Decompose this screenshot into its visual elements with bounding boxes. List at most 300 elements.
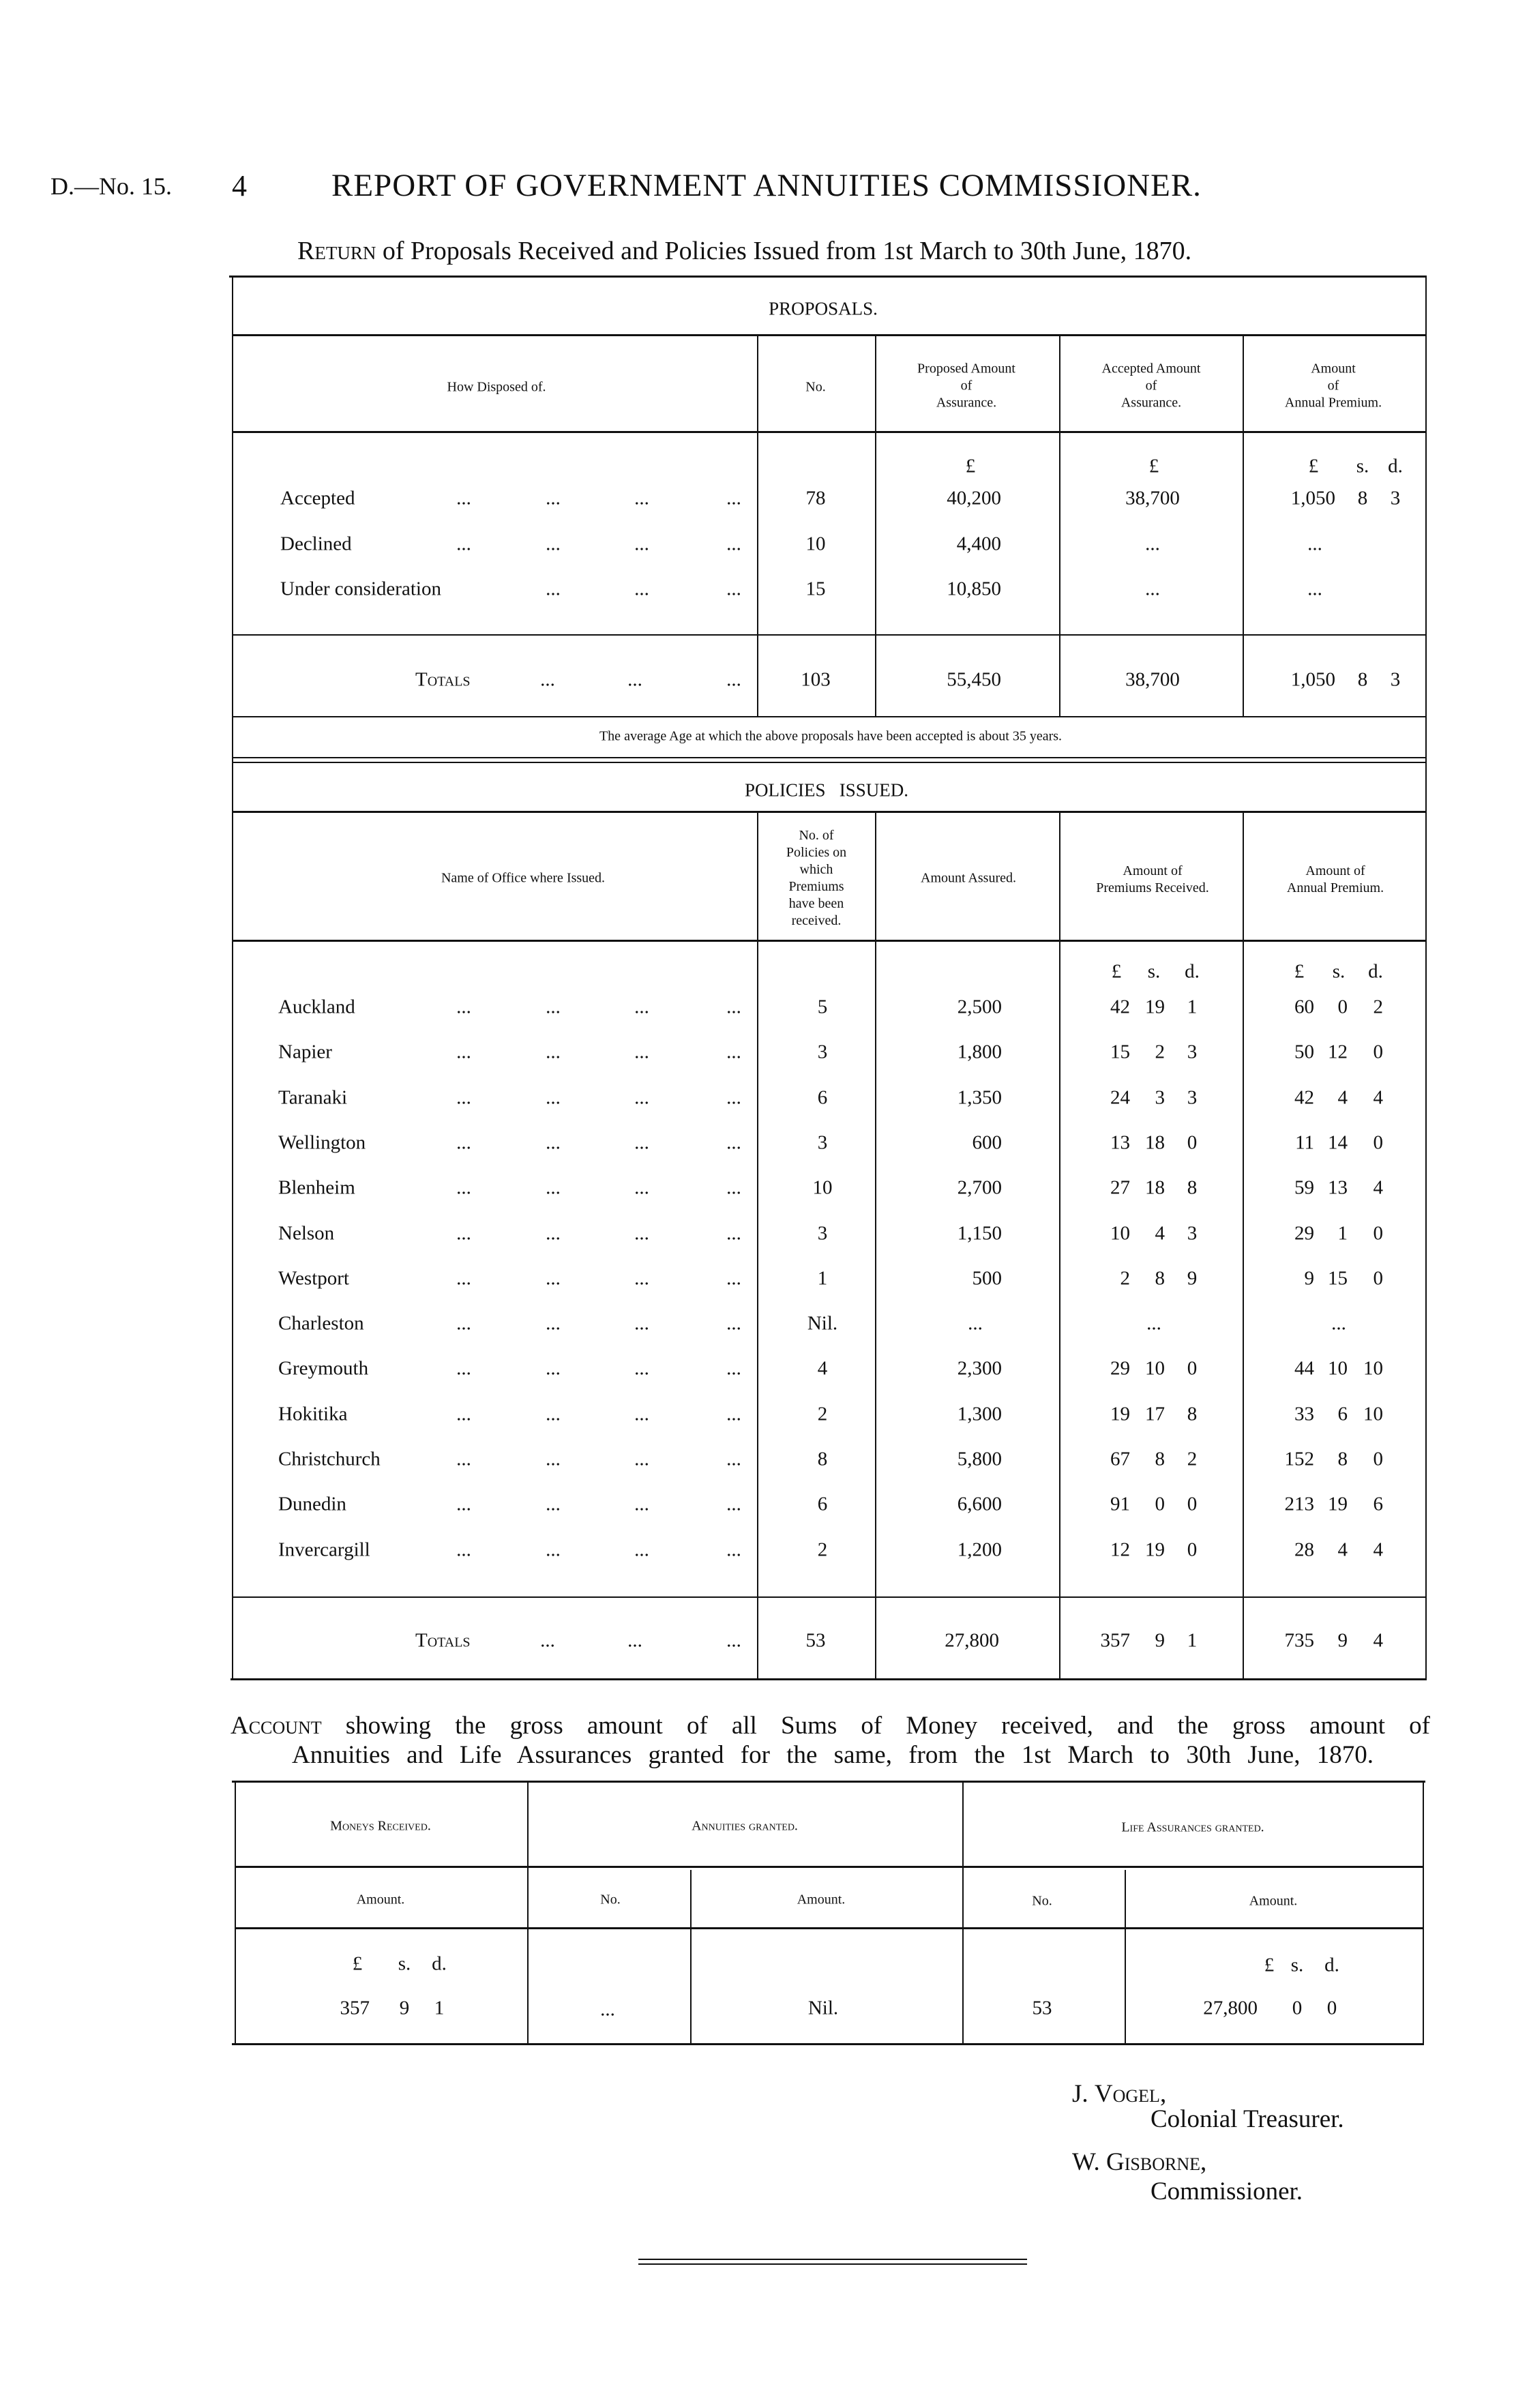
policy-row-received-pounds: 10 [1110, 1222, 1130, 1244]
policy-totals-annual-shillings: 9 [1337, 1629, 1348, 1652]
policy-row-received-shillings: 3 [1155, 1086, 1165, 1109]
leader-dots: ... [726, 1357, 741, 1380]
policies-heading: POLICIES ISSUED. [744, 779, 909, 801]
leader-dots: ... [726, 1131, 741, 1154]
leader-dots: ... [634, 1222, 649, 1244]
policy-row-annual-shillings: 4 [1337, 1539, 1348, 1561]
policy-row-no: 6 [817, 1493, 828, 1515]
proposal-totals-no: 103 [801, 668, 831, 691]
policy-row-assured: 1,800 [957, 1041, 1002, 1063]
life-amount-pounds: 27,800 [1203, 1997, 1258, 2019]
leader-dots: ... [456, 1493, 471, 1515]
leader-dots: ... [634, 533, 649, 554]
policy-row-received-pence: 8 [1187, 1403, 1198, 1425]
column-header-premiums-received: Amount of Premiums Received. [1096, 863, 1209, 895]
column-header-accepted-amount: Accepted Amount of Assurance. [1101, 361, 1201, 411]
annuities-no-value: ... [600, 1998, 615, 2021]
signature-name: Vogel, [1094, 2080, 1167, 2108]
leader-dots: ... [634, 1312, 649, 1335]
policy-row-received-shillings: 19 [1145, 1539, 1165, 1561]
policy-row-received-pounds: 27 [1110, 1176, 1130, 1199]
proposal-row-label: Accepted [280, 487, 355, 509]
policy-row-received-pence: 0 [1187, 1131, 1198, 1154]
rule-line [232, 334, 1425, 336]
policy-row-received-shillings: 18 [1145, 1176, 1165, 1199]
policy-row-office: Charleston [278, 1312, 364, 1335]
policy-row-annual-shillings: 8 [1337, 1448, 1348, 1470]
policy-row-no: 3 [817, 1041, 828, 1063]
subheader-annuities-no: No. [600, 1892, 621, 1907]
policy-row-no: 5 [817, 996, 828, 1018]
column-header-office: Name of Office where Issued. [441, 870, 606, 886]
policy-row-no: 2 [817, 1539, 828, 1561]
policy-row-annual-pounds: 152 [1284, 1448, 1314, 1470]
policy-totals-assured: 27,800 [945, 1629, 999, 1652]
leader-dots: ... [546, 578, 561, 600]
column-line [235, 1781, 236, 2044]
policy-row-annual-pounds: 28 [1294, 1539, 1314, 1561]
policy-totals-no: 53 [805, 1629, 826, 1652]
policy-row-no: 3 [817, 1222, 828, 1244]
document-reference: D.—No. 15. [50, 173, 172, 200]
policy-totals-label: Totals [415, 1629, 471, 1652]
policy-row-assured: 2,300 [957, 1357, 1002, 1380]
leader-dots: ... [456, 533, 471, 554]
proposal-row-no: 78 [805, 487, 826, 509]
rule-line [232, 634, 1425, 636]
leader-dots: ... [546, 1539, 561, 1561]
policy-row-annual-shillings: 10 [1328, 1357, 1348, 1380]
leader-dots: ... [726, 996, 741, 1018]
policy-row-office: Hokitika [278, 1403, 348, 1425]
proposal-row-premium: ... [1307, 533, 1322, 554]
signature-title-vogel: Colonial Treasurer. [1151, 2105, 1344, 2133]
leader-dots: ... [634, 996, 649, 1018]
leader-dots: ... [726, 487, 741, 509]
leader-dots: ... [456, 1041, 471, 1063]
policy-row-received-shillings: 8 [1155, 1267, 1165, 1290]
proposal-totals-premium-pence: 3 [1390, 668, 1401, 691]
currency-pound: £ [1264, 1954, 1275, 1976]
policy-row-annual-pence: 0 [1373, 1041, 1383, 1063]
column-line [690, 1870, 692, 2044]
policy-row-annual-pounds: 9 [1304, 1267, 1314, 1290]
policy-row-annual-pence: 0 [1373, 1448, 1383, 1470]
life-amount-pence: 0 [1326, 1997, 1337, 2019]
policy-row-annual-pounds: 213 [1284, 1493, 1314, 1515]
leader-dots: ... [456, 1176, 471, 1199]
leader-dots: ... [634, 1448, 649, 1470]
leader-dots: ... [540, 668, 555, 691]
leader-dots: ... [726, 1086, 741, 1109]
policy-row-office: Invercargill [278, 1539, 370, 1561]
rule-line [232, 762, 1425, 763]
leader-dots: ... [726, 1629, 741, 1652]
policy-row-received-pence: 0 [1187, 1539, 1198, 1561]
leader-dots: ... [546, 533, 561, 554]
policy-row-annual-shillings: 4 [1337, 1086, 1348, 1109]
column-line [875, 335, 876, 717]
policy-row-received-pence: 3 [1187, 1086, 1198, 1109]
policy-row-office: Westport [278, 1267, 349, 1290]
policy-row-assured: ... [968, 1312, 983, 1335]
leader-dots: ... [546, 1086, 561, 1109]
proposal-totals-premium-shillings: 8 [1357, 668, 1368, 691]
money-received-pounds: 357 [340, 1997, 370, 2019]
leader-dots: ... [546, 487, 561, 509]
column-line [757, 335, 758, 717]
leader-dots: ... [456, 996, 471, 1018]
policy-row-assured: 5,800 [957, 1448, 1002, 1470]
page-number: 4 [232, 169, 247, 203]
column-header-no: No. [805, 379, 826, 395]
account-title-line-2: Annuities and Life Assurances granted for the same, from the 1st March to 30th June, 1870. [292, 1741, 1374, 1769]
policy-row-annual-pounds: 50 [1294, 1041, 1314, 1063]
policy-row-annual-pounds: 33 [1294, 1403, 1314, 1425]
proposal-row-label: Under consideration [280, 578, 441, 600]
policy-row-received-pence: 3 [1187, 1041, 1198, 1063]
proposal-row-accepted: ... [1145, 533, 1160, 554]
proposal-row-premium-shillings: 8 [1357, 487, 1368, 509]
leader-dots: ... [546, 1448, 561, 1470]
leader-dots: ... [456, 1086, 471, 1109]
policy-row-office: Auckland [278, 996, 355, 1018]
subheader-life-no: No. [1032, 1893, 1052, 1909]
leader-dots: ... [546, 1041, 561, 1063]
proposal-row-no: 15 [805, 578, 826, 600]
policy-row-assured: 500 [972, 1267, 1002, 1290]
header-annuities-granted: Annuities granted. [692, 1818, 798, 1834]
policy-row-received-pence: 0 [1187, 1357, 1198, 1380]
leader-dots: ... [546, 1222, 561, 1244]
leader-dots: ... [456, 1357, 471, 1380]
signature-vogel [1072, 2081, 1166, 2107]
policy-row-annual-pence: 0 [1373, 1131, 1383, 1154]
leader-dots: ... [546, 1267, 561, 1290]
proposal-totals-proposed: 55,450 [947, 668, 1001, 691]
currency-pound: £ [1308, 455, 1319, 477]
policy-row-received-pounds: 67 [1110, 1448, 1130, 1470]
column-line [232, 277, 233, 1679]
policy-row-received-shillings: 4 [1155, 1222, 1165, 1244]
signature-initial: J. [1072, 2080, 1095, 2108]
currency-shilling: s. [1290, 1954, 1304, 1976]
leader-dots: ... [726, 1403, 741, 1425]
policy-row-annual-shillings: 14 [1328, 1131, 1348, 1154]
report-title: REPORT OF GOVERNMENT ANNUITIES COMMISSIONER. [331, 168, 1202, 203]
policy-row-received-shillings: 10 [1145, 1357, 1165, 1380]
policy-row-no: Nil. [807, 1312, 838, 1335]
header-life-assurances-granted: Life Assurances granted. [1121, 1819, 1264, 1835]
policy-row-received-pence: 8 [1187, 1176, 1198, 1199]
policy-row-received-pence: 3 [1187, 1222, 1198, 1244]
leader-dots: ... [634, 1267, 649, 1290]
policy-totals-annual-pence: 4 [1373, 1629, 1383, 1652]
money-received-pence: 1 [434, 1997, 445, 2019]
leader-dots: ... [726, 1222, 741, 1244]
policy-row-office: Blenheim [278, 1176, 355, 1199]
column-line [1243, 335, 1244, 717]
proposal-row-premium-pence: 3 [1390, 487, 1401, 509]
rule-line [638, 2259, 1027, 2260]
account-title-rest: showing the gross amount of all Sums of Money received, and the gross amount of [321, 1712, 1430, 1740]
leader-dots: ... [634, 1041, 649, 1063]
rule-line [235, 1927, 1423, 1929]
column-line [1059, 335, 1060, 717]
policy-row-received-pounds: 19 [1110, 1403, 1130, 1425]
policy-row-no: 4 [817, 1357, 828, 1380]
policy-row-office: Nelson [278, 1222, 335, 1244]
annuities-amount-value: Nil. [807, 1997, 839, 2019]
policy-row-annual-pounds: 42 [1294, 1086, 1314, 1109]
proposal-totals-accepted: 38,700 [1125, 668, 1180, 691]
signature-title-gisborne: Commissioner. [1151, 2177, 1303, 2205]
leader-dots: ... [456, 1131, 471, 1154]
proposal-row-proposed: 40,200 [947, 487, 1001, 509]
leader-dots: ... [456, 1267, 471, 1290]
leader-dots: ... [627, 1629, 642, 1652]
policy-row-office: Greymouth [278, 1357, 369, 1380]
policy-row-received-shillings: 18 [1145, 1131, 1165, 1154]
currency-pence: d. [1388, 455, 1403, 477]
policy-row-annual-pence: 10 [1363, 1357, 1383, 1380]
proposals-note: The average Age at which the above proposals have been accepted is about 35 years. [599, 728, 1063, 744]
signature-initial: W. [1072, 2148, 1107, 2176]
rule-line [232, 716, 1425, 717]
subheader-life-amount: Amount. [1249, 1893, 1298, 1909]
policy-row-no: 6 [817, 1086, 828, 1109]
policy-row-office: Napier [278, 1041, 332, 1063]
proposal-row-proposed: 10,850 [947, 578, 1001, 600]
leader-dots: ... [726, 1312, 741, 1335]
currency-shilling: s. [1356, 455, 1369, 477]
policy-row-received-pounds: 13 [1110, 1131, 1130, 1154]
rule-line [232, 940, 1425, 942]
currency-pound: £ [1294, 960, 1305, 983]
signature-gisborne [1072, 2150, 1206, 2175]
money-received-shillings: 9 [399, 1997, 410, 2019]
proposal-row-accepted: 38,700 [1125, 487, 1180, 509]
leader-dots: ... [456, 1448, 471, 1470]
leader-dots: ... [726, 1539, 741, 1561]
column-line [1125, 1870, 1126, 2044]
leader-dots: ... [540, 1629, 555, 1652]
column-header-annual-premium: Amount of Annual Premium. [1284, 361, 1382, 411]
policy-row-annual-pounds: 11 [1295, 1131, 1314, 1154]
proposal-row-label: Declined [280, 533, 352, 554]
policy-row-assured: 2,700 [957, 1176, 1002, 1199]
policy-row-received-shillings: 2 [1155, 1041, 1165, 1063]
policy-row-annual-pence: 6 [1373, 1493, 1383, 1515]
policy-row-annual-pounds: 29 [1294, 1222, 1314, 1244]
policy-row-received-pence: 1 [1187, 996, 1198, 1018]
signature-name: Gisborne, [1106, 2148, 1207, 2176]
policy-row-received-pounds: 24 [1110, 1086, 1130, 1109]
account-title-line-1 [231, 1713, 1430, 1738]
currency-pence: d. [1324, 1954, 1339, 1976]
return-title-rest: of Proposals Received and Policies Issued from 1st March to 30th June, 1870. [376, 237, 1192, 265]
column-line [1423, 1781, 1424, 2044]
policy-row-assured: 1,350 [957, 1086, 1002, 1109]
rule-line [638, 2263, 1027, 2265]
return-title-lead: Return [297, 237, 376, 265]
leader-dots: ... [456, 487, 471, 509]
policy-row-assured: 600 [972, 1131, 1002, 1154]
currency-pence: d. [1368, 960, 1383, 983]
currency-shilling: s. [398, 1952, 411, 1975]
policy-row-annual-pounds: 59 [1294, 1176, 1314, 1199]
policy-row-received-pounds: 2 [1120, 1267, 1130, 1290]
leader-dots: ... [634, 487, 649, 509]
currency-shilling: s. [1147, 960, 1161, 983]
column-header-how-disposed: How Disposed of. [447, 379, 546, 395]
currency-pound: £ [1111, 960, 1122, 983]
policy-row-received-pounds: 42 [1110, 996, 1130, 1018]
policy-totals-received-pence: 1 [1187, 1629, 1198, 1652]
leader-dots: ... [634, 1403, 649, 1425]
rule-line [232, 811, 1425, 813]
policy-row-no: 10 [812, 1176, 833, 1199]
policy-row-annual-shillings: 6 [1337, 1403, 1348, 1425]
policy-row-received-pounds: 12 [1110, 1539, 1130, 1561]
life-amount-shillings: 0 [1292, 1997, 1303, 2019]
rule-line [232, 757, 1425, 758]
leader-dots: ... [634, 1357, 649, 1380]
policy-row-no: 1 [817, 1267, 828, 1290]
leader-dots: ... [726, 1041, 741, 1063]
proposal-row-proposed: 4,400 [956, 533, 1001, 554]
subheader-annuities-amount: Amount. [797, 1892, 846, 1907]
policy-totals-received-pounds: 357 [1100, 1629, 1130, 1652]
rule-line [229, 276, 1427, 278]
proposal-row-premium: ... [1307, 578, 1322, 600]
policy-row-annual-pence: 4 [1373, 1539, 1383, 1561]
leader-dots: ... [726, 533, 741, 554]
policy-totals-annual-pounds: 735 [1284, 1629, 1314, 1652]
leader-dots: ... [456, 1539, 471, 1561]
leader-dots: ... [627, 668, 642, 691]
policy-row-office: Christchurch [278, 1448, 381, 1470]
policy-row-received: ... [1146, 1312, 1161, 1335]
policy-row-no: 3 [817, 1131, 828, 1154]
proposal-row-no: 10 [805, 533, 826, 554]
policy-row-assured: 1,200 [957, 1539, 1002, 1561]
policy-row-annual-shillings: 1 [1337, 1222, 1348, 1244]
proposal-row-premium-pounds: 1,050 [1290, 487, 1335, 509]
proposals-heading: PROPOSALS. [769, 298, 878, 319]
leader-dots: ... [634, 578, 649, 600]
policy-row-no: 8 [817, 1448, 828, 1470]
policy-row-annual-pence: 0 [1373, 1267, 1383, 1290]
currency-pence: d. [432, 1952, 447, 1975]
proposal-totals-label: Totals [415, 668, 471, 691]
policy-row-received-pounds: 15 [1110, 1041, 1130, 1063]
account-title-lead: Account [231, 1712, 322, 1740]
policy-row-annual-pence: 0 [1373, 1222, 1383, 1244]
policy-totals-received-shillings: 9 [1155, 1629, 1165, 1652]
policy-row-annual-shillings: 19 [1328, 1493, 1348, 1515]
policy-row-annual-pence: 10 [1363, 1403, 1383, 1425]
rule-line [231, 1678, 1427, 1680]
leader-dots: ... [726, 1176, 741, 1199]
policy-row-annual-pence: 4 [1373, 1176, 1383, 1199]
rule-line [232, 431, 1425, 433]
currency-pound: £ [1148, 455, 1159, 477]
leader-dots: ... [546, 1176, 561, 1199]
rule-line [232, 1596, 1425, 1598]
leader-dots: ... [726, 1267, 741, 1290]
leader-dots: ... [726, 578, 741, 600]
proposal-row-accepted: ... [1145, 578, 1160, 600]
proposal-totals-premium-pounds: 1,050 [1290, 668, 1335, 691]
leader-dots: ... [456, 1222, 471, 1244]
leader-dots: ... [634, 1131, 649, 1154]
leader-dots: ... [546, 1403, 561, 1425]
policy-row-received-pence: 9 [1187, 1267, 1198, 1290]
policy-row-received-shillings: 19 [1145, 996, 1165, 1018]
policy-row-annual-shillings: 13 [1328, 1176, 1348, 1199]
policy-row-annual-shillings: 0 [1337, 996, 1348, 1018]
subheader-money-amount: Amount. [356, 1892, 405, 1907]
policy-row-received-shillings: 8 [1155, 1448, 1165, 1470]
policy-row-received-pence: 0 [1187, 1493, 1198, 1515]
leader-dots: ... [546, 1131, 561, 1154]
leader-dots: ... [546, 996, 561, 1018]
currency-pound: £ [965, 455, 976, 477]
leader-dots: ... [456, 1312, 471, 1335]
policy-row-received-pounds: 91 [1110, 1493, 1130, 1515]
life-no-value: 53 [1032, 1997, 1052, 2019]
policy-row-assured: 1,150 [957, 1222, 1002, 1244]
policy-row-annual-pence: 2 [1373, 996, 1383, 1018]
column-header-amount-assured: Amount Assured. [921, 870, 1016, 886]
leader-dots: ... [634, 1176, 649, 1199]
leader-dots: ... [634, 1539, 649, 1561]
header-moneys-received: Moneys Received. [330, 1818, 431, 1834]
policy-row-office: Wellington [278, 1131, 366, 1154]
leader-dots: ... [546, 1493, 561, 1515]
currency-pence: d. [1185, 960, 1200, 983]
leader-dots: ... [546, 1357, 561, 1380]
policy-row-no: 2 [817, 1403, 828, 1425]
policy-row-annual-shillings: 15 [1328, 1267, 1348, 1290]
policy-row-annual-pounds: 60 [1294, 996, 1314, 1018]
column-line [527, 1781, 529, 2044]
policy-row-received-pounds: 29 [1110, 1357, 1130, 1380]
policy-row-received-shillings: 0 [1155, 1493, 1165, 1515]
policy-row-office: Taranaki [278, 1086, 348, 1109]
policy-row-office: Dunedin [278, 1493, 346, 1515]
policy-row-annual: ... [1331, 1312, 1346, 1335]
leader-dots: ... [634, 1086, 649, 1109]
column-line [1425, 277, 1427, 1679]
leader-dots: ... [546, 1312, 561, 1335]
column-header-annual-premium: Amount of Annual Premium. [1286, 863, 1384, 895]
policy-row-assured: 6,600 [957, 1493, 1002, 1515]
leader-dots: ... [726, 668, 741, 691]
rule-line [232, 2043, 1424, 2045]
policy-row-received-pence: 2 [1187, 1448, 1198, 1470]
leader-dots: ... [726, 1448, 741, 1470]
policy-row-assured: 2,500 [957, 996, 1002, 1018]
policy-row-annual-pence: 4 [1373, 1086, 1383, 1109]
leader-dots: ... [456, 1403, 471, 1425]
rule-line [235, 1866, 1423, 1868]
policy-row-received-shillings: 17 [1145, 1403, 1165, 1425]
column-header-proposed-amount: Proposed Amount of Assurance. [917, 361, 1015, 411]
policy-row-annual-shillings: 12 [1328, 1041, 1348, 1063]
leader-dots: ... [634, 1493, 649, 1515]
